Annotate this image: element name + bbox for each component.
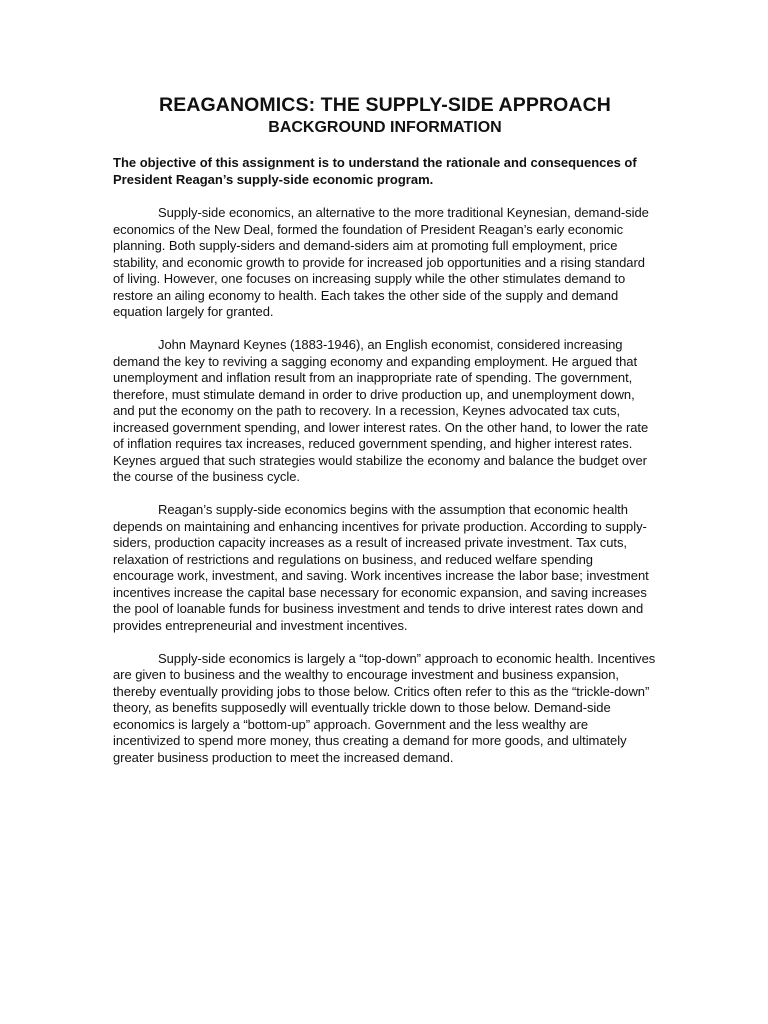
- document-subtitle: BACKGROUND INFORMATION: [268, 119, 502, 136]
- document-body: [113, 94, 657, 766]
- paragraph-reagan-supply-side: Reagan’s supply-side economics begins with the assumption that economic health depends on maintaining and enhancing incentives for private production. According to supply-siders, production capacity increases as a result of increased private investment. Tax cuts, relaxation of restrictions and regulations on business, and reduced welfare spending encourage work, investment, and saving. Work incentives increase the labor base; investment incentives increase the capital base necessary for economic expansion, and saving increases the pool of loanable funds for business investment and tends to drive interest rates down and provides entrepreneurial and investment incentives.: [113, 502, 649, 633]
- paragraph-top-down-bottom-up: Supply-side economics is largely a “top-down” approach to economic health. Incentives are given to business and the wealthy to encourage investment and business expansion, thereby eventually providing jobs to those below. Critics often refer to this as the “trickle-down” theory, as benefits supposedly will eventually trickle down to those below. Demand-side economics is largely a “bottom-up” approach. Government and the less wealthy are incentivized to spend more money, thus creating a demand for more goods, and ultimately greater business production to meet the increased demand.: [113, 650, 656, 765]
- paragraph-keynes: John Maynard Keynes (1883-1946), an English economist, considered increasing demand the key to reviving a sagging economy and expanding employment. He argued that unemployment and inflation result from an inappropriate rate of spending. The government, therefore, must stimulate demand in order to drive production up, and unemployment down, and put the economy on the path to recovery. In a recession, Keynes advocated tax cuts, increased government spending, and lower interest rates. On the other hand, to lower the rate of inflation requires tax increases, reduced government spending, and higher interest rates. Keynes argued that such strategies would stabilize the economy and balance the budget over the course of the business cycle.: [113, 337, 649, 484]
- objective-statement: The objective of this assignment is to understand the rationale and consequences of President Reagan’s supply-side economic program.: [113, 155, 637, 187]
- paragraph-supply-side-intro: Supply-side economics, an alternative to the more traditional Keynesian, demand-side economics of the New Deal, formed the foundation of President Reagan’s early economic planning. Both supply-siders and demand-siders aim at promoting full employment, price stability, and economic growth to provide for increased job opportunities and a rising standard of living. However, one focuses on increasing supply while the other stimulates demand to restore an ailing economy to health. Each takes the other side of the supply and demand equation largely for granted.: [113, 205, 649, 319]
- document-title: REAGANOMICS: THE SUPPLY-SIDE APPROACH: [159, 94, 611, 116]
